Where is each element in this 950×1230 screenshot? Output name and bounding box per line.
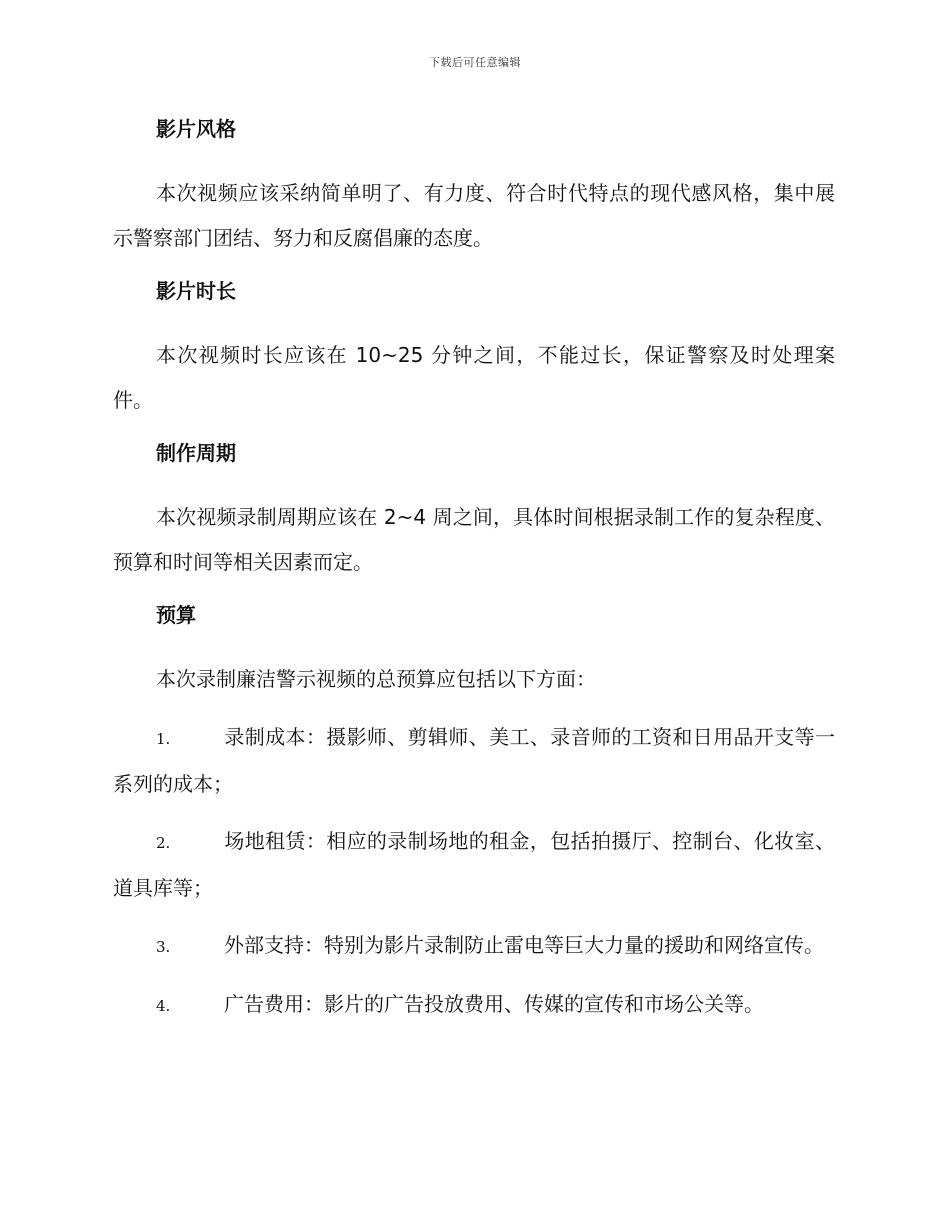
- section-paragraph-budget: 本次录制廉洁警示视频的总预算应包括以下方面：: [156, 667, 596, 691]
- list-item-text: 广告费用：影片的广告投放费用、传媒的宣传和市场公关等。: [224, 992, 764, 1016]
- list-item: [113, 715, 835, 807]
- section-paragraph-schedule: 本次视频录制周期应该在 2~4 周之间，具体时间根据录制工作的复杂程度、预算和时间等相关因素而定。: [113, 505, 835, 574]
- list-item-number: 4.: [156, 997, 171, 1015]
- section-heading-schedule: 制作周期: [156, 441, 236, 465]
- list-item-number: 1.: [156, 730, 171, 748]
- list-item-text: 场地租赁：相应的录制场地的租金，包括拍摄厅、控制台、化妆室、道具库等；: [113, 829, 835, 900]
- list-item-text: 外部支持：特别为影片录制防止雷电等巨大力量的援助和网络宣传。: [224, 933, 824, 957]
- list-item-number: 2.: [156, 834, 171, 852]
- section-heading-style: 影片风格: [156, 117, 236, 141]
- list-item: [113, 982, 835, 1029]
- list-item-text: 录制成本：摄影师、剪辑师、美工、录音师的工资和日用品开支等一系列的成本；: [113, 725, 835, 796]
- section-heading-budget: 预算: [156, 603, 196, 627]
- section-paragraph-style: 本次视频应该采纳简单明了、有力度、符合时代特点的现代感风格，集中展示警察部门团结、努力和反腐倡廉的态度。: [113, 181, 835, 250]
- list-item: [113, 819, 835, 911]
- section-paragraph-duration: 本次视频时长应该在 10~25 分钟之间，不能过长，保证警察及时处理案件。: [113, 343, 835, 412]
- list-item-number: 3.: [156, 938, 171, 956]
- list-item: [113, 923, 835, 970]
- document-body: [113, 112, 835, 1041]
- section-heading-duration: 影片时长: [156, 279, 236, 303]
- page-header: 下载后可任意编辑: [429, 56, 521, 69]
